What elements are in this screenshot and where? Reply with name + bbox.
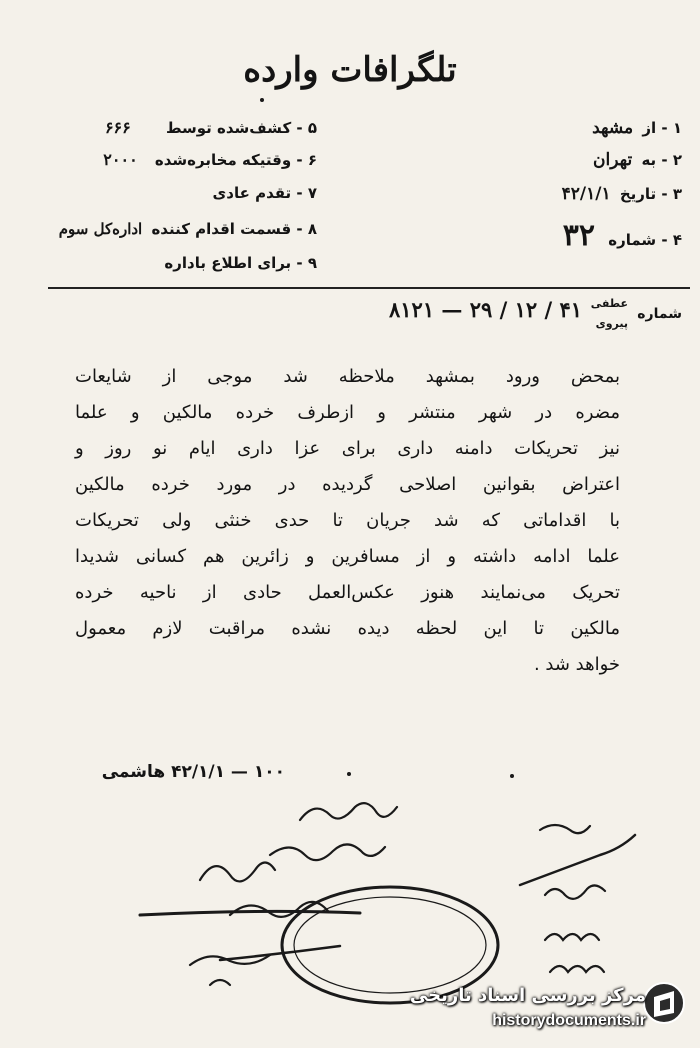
field-number-value: ۳۲ xyxy=(562,218,595,253)
document-title: تلگرافات وارده xyxy=(243,50,457,90)
field-from-value: مشهد xyxy=(592,118,634,138)
body-line: تحریک می‌نمایند هنوز عکس‌العمل حادی از ناحیه خرده xyxy=(75,582,620,603)
body-line: مضره در شهر منتشر و ازطرف خرده مالکین و علما xyxy=(75,402,620,423)
ref-sub-top: عطفی xyxy=(590,297,628,310)
field-priority-label: ۷ - تقدم عادی xyxy=(212,184,317,202)
field-transmitted-label: ۶ - وقتیکه مخابره‌شده xyxy=(154,151,317,169)
field-transmitted-value: ۲۰۰۰ xyxy=(103,150,138,169)
body-line: با اقداماتی که شد جریان تا حدی خنثی ولی تحریکات xyxy=(75,510,620,531)
field-decoded-by-label: ۵ - کشف‌شده توسط xyxy=(165,119,317,137)
field-to-label: ۲ - به xyxy=(641,151,682,169)
field-to-value: تهران xyxy=(593,150,633,170)
ref-label: شماره xyxy=(637,306,682,322)
footer-signature: ۱۰۰ — ۴۲/۱/۱ هاشمی xyxy=(101,762,285,782)
field-date-value: ۴۲/۱/۱ xyxy=(561,184,611,204)
watermark-name: مرکز بررسی اسناد تاریخی xyxy=(409,985,646,1006)
ref-sub-bottom: پیروی xyxy=(595,317,628,330)
body-line: خواهد شد . xyxy=(533,654,620,675)
field-date-label: ۳ - تاریخ xyxy=(619,185,682,203)
ref-number: ۸۱۲۱ — ۲۹ / ۱۲ / ۴۱ xyxy=(389,297,582,322)
watermark-url: historydocuments.ir xyxy=(492,1012,646,1029)
archive-logo-icon xyxy=(644,983,684,1023)
field-action-dept-label: ۸ - قسمت اقدام کننده xyxy=(151,220,317,238)
field-info-label: ۹ - برای اطلاع باداره xyxy=(164,254,317,272)
field-decoded-by-value: ۶۶۶ xyxy=(104,118,131,137)
body-line: بمحض ورود بمشهد ملاحظه شد موجی از شایعات xyxy=(75,366,620,387)
body-line: اعتراض بقوانین اصلاحی گردیده در مورد خرده مالکین xyxy=(75,474,620,495)
field-number-label: ۴ - شماره xyxy=(608,231,682,249)
field-action-dept-value: اداره‌کل سوم xyxy=(58,220,143,238)
body-line: علما ادامه داشته و از مسافرین و زائرین هم کسانی شدیدا xyxy=(75,546,620,567)
body-line: مالکین تا این لحظه دیده نشده مراقبت لازم معمول xyxy=(75,618,620,639)
body-line: نیز تحریکات دامنه داری برای عزا داری ایام نو روز و xyxy=(75,438,620,459)
field-from-label: ۱ - از xyxy=(642,119,682,137)
